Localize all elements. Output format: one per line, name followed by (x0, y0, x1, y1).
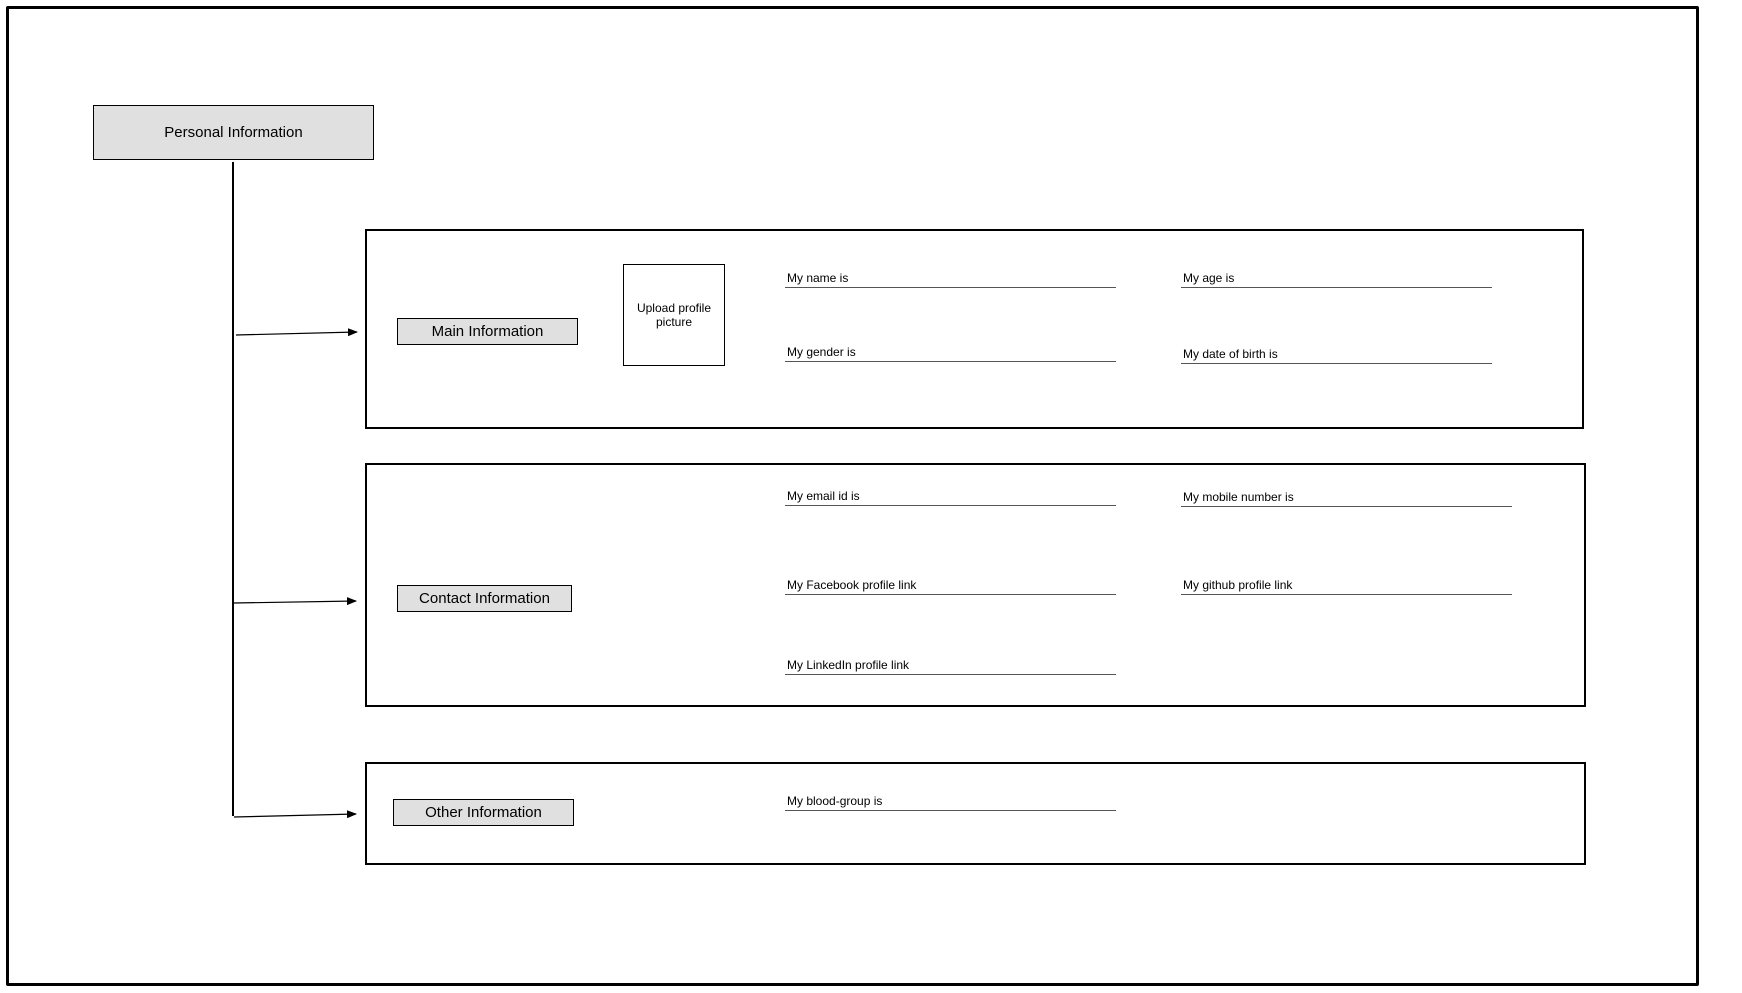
mobile-number-field[interactable] (1181, 485, 1512, 507)
email-field[interactable] (785, 484, 1116, 506)
other-information-label (393, 799, 574, 826)
arrow-to-main (236, 332, 357, 335)
contact-information-label (397, 585, 572, 612)
personal-information-node (93, 105, 374, 160)
arrow-to-other (234, 814, 356, 817)
gender-field[interactable] (785, 340, 1116, 362)
facebook-link-field[interactable] (785, 573, 1116, 595)
name-field-label: My name is (787, 271, 849, 285)
arrow-to-contact (234, 601, 356, 603)
email-field-label: My email id is (787, 489, 860, 503)
age-field-label: My age is (1183, 271, 1235, 285)
upload-profile-picture-button[interactable] (623, 264, 725, 366)
main-information-text: Main Information (431, 323, 544, 340)
age-field[interactable] (1181, 266, 1492, 288)
main-information-label (397, 318, 578, 345)
date-of-birth-field[interactable] (1181, 342, 1492, 364)
name-field[interactable] (785, 266, 1116, 288)
gender-field-label: My gender is (787, 345, 856, 359)
linkedin-link-field-label: My LinkedIn profile link (787, 658, 910, 672)
github-link-field[interactable] (1181, 573, 1512, 595)
blood-group-field-label: My blood-group is (787, 794, 883, 808)
mobile-number-field-label: My mobile number is (1183, 490, 1294, 504)
other-information-text: Other Information (425, 804, 542, 821)
linkedin-link-field[interactable] (785, 653, 1116, 675)
github-link-field-label: My github profile link (1183, 578, 1293, 592)
facebook-link-field-label: My Facebook profile link (787, 578, 917, 592)
blood-group-field[interactable] (785, 789, 1116, 811)
personal-information-label: Personal Information (164, 124, 303, 141)
contact-information-text: Contact Information (419, 590, 550, 607)
upload-profile-picture-text: Upload profile picture (636, 301, 712, 329)
date-of-birth-field-label: My date of birth is (1183, 347, 1278, 361)
